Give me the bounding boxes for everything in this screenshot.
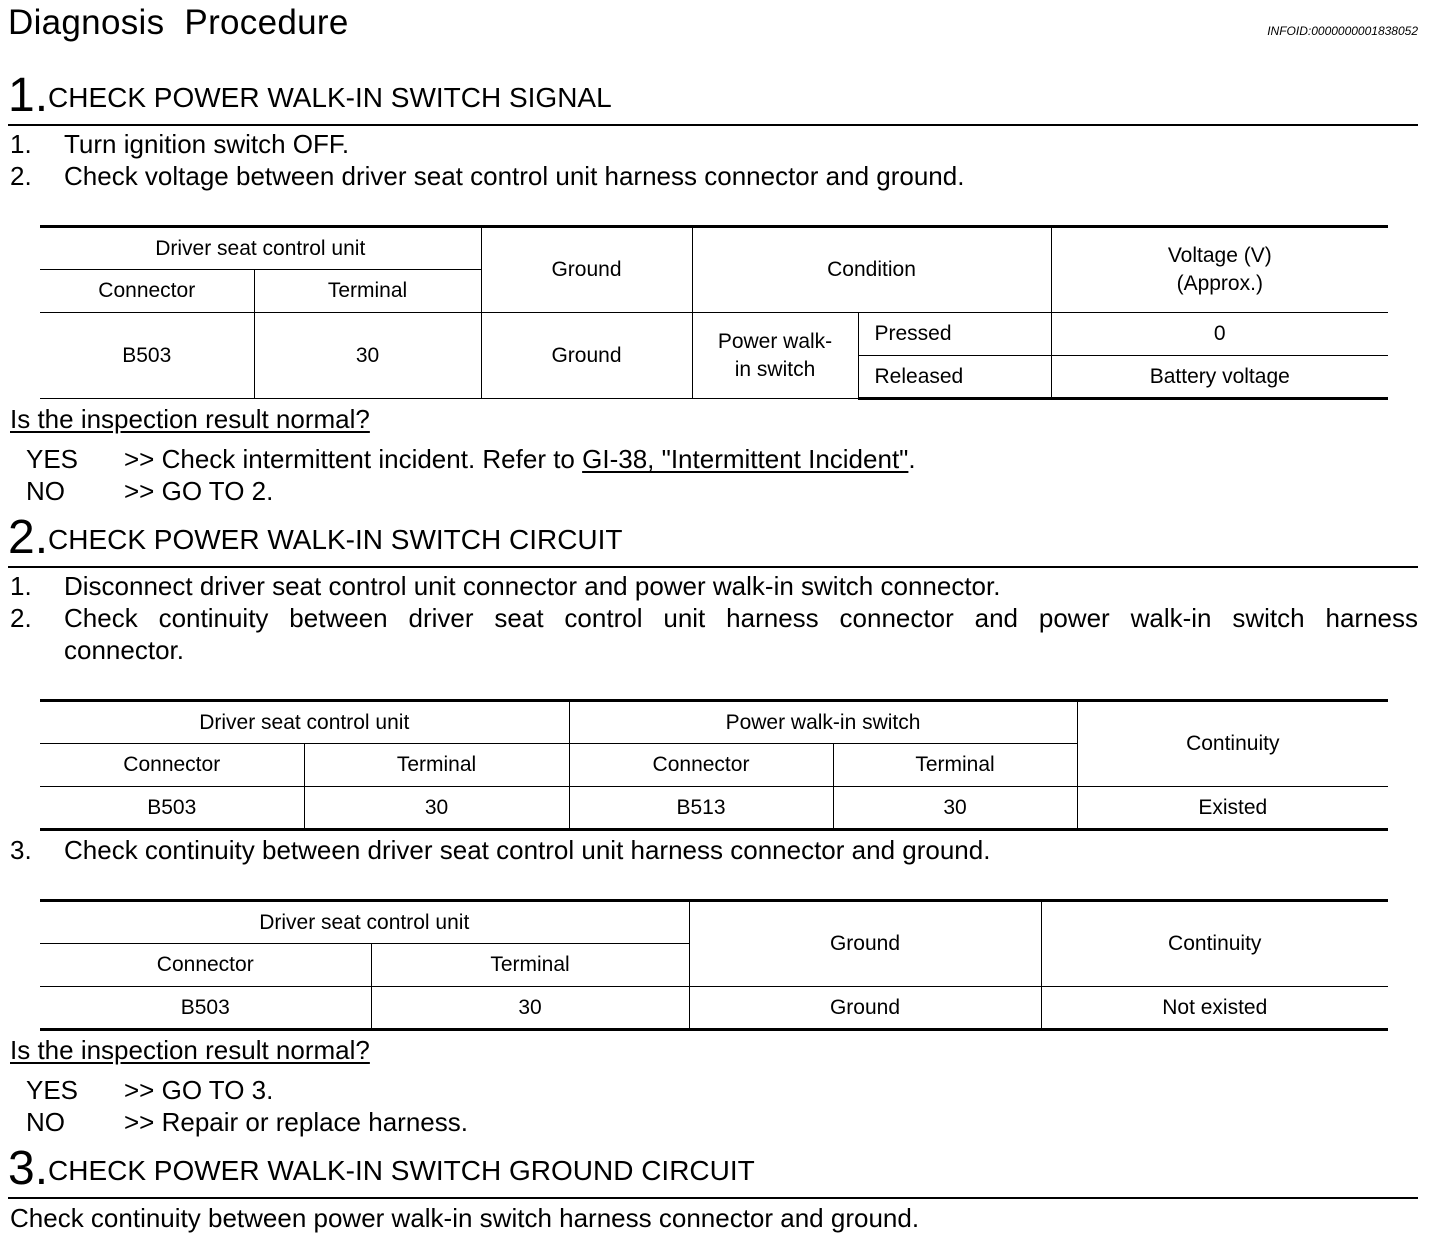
answer-suffix: . bbox=[908, 444, 916, 474]
table-header-ground: Ground bbox=[481, 227, 692, 313]
table-header-terminal: Terminal bbox=[833, 744, 1077, 787]
table-cell: 30 bbox=[304, 787, 569, 830]
table-cell: B503 bbox=[40, 787, 304, 830]
answer-prefix: >> Check intermittent incident. Refer to bbox=[124, 444, 583, 474]
item-text: Disconnect driver seat control unit connector and power walk-in switch connector. bbox=[64, 571, 1001, 601]
step-1-number: 1. bbox=[8, 69, 49, 122]
table-cell: Ground bbox=[689, 987, 1041, 1030]
step-3-title: CHECK POWER WALK-IN SWITCH GROUND CIRCUIT bbox=[48, 1155, 755, 1186]
table-cell-terminal: 30 bbox=[254, 313, 481, 399]
voltage-header-line2: (Approx.) bbox=[1176, 272, 1263, 295]
table-cell: Existed bbox=[1077, 787, 1388, 830]
table-cell: Not existed bbox=[1041, 987, 1388, 1030]
step-3-number: 3. bbox=[8, 1142, 49, 1195]
item-text-line1: Check continuity between driver seat control unit harness connector and power walk-in switch harness bbox=[64, 603, 1418, 633]
info-id: INFOID:0000000001838052 bbox=[1267, 24, 1418, 38]
table-cell-volt-released: Battery voltage bbox=[1051, 356, 1388, 399]
continuity-table-2 bbox=[40, 899, 1388, 1031]
table-cell-connector: B503 bbox=[40, 313, 254, 399]
table-header-connector: Connector bbox=[569, 744, 833, 787]
switch-line1: Power walk- bbox=[717, 329, 833, 353]
table-cell-released: Released bbox=[858, 356, 1051, 399]
step-1-question: Is the inspection result normal? bbox=[10, 404, 370, 434]
table-header-connector: Connector bbox=[40, 944, 371, 987]
table-cell: 30 bbox=[371, 987, 689, 1030]
item-text: Turn ignition switch OFF. bbox=[64, 129, 350, 159]
answer-key-no: NO bbox=[26, 476, 65, 506]
item-text: Check continuity between driver seat control unit harness connector and ground. bbox=[64, 835, 991, 865]
table-group-header: Driver seat control unit bbox=[40, 227, 481, 270]
item-number: 3. bbox=[10, 835, 32, 865]
item-number: 2. bbox=[10, 603, 32, 633]
table-cell-ground: Ground bbox=[481, 313, 692, 399]
table-cell: B513 bbox=[569, 787, 833, 830]
step-2-question: Is the inspection result normal? bbox=[10, 1035, 370, 1065]
item-number: 2. bbox=[10, 161, 32, 191]
table-header-continuity: Continuity bbox=[1041, 901, 1388, 987]
table-header-connector: Connector bbox=[40, 270, 254, 313]
item-number: 1. bbox=[10, 571, 32, 601]
table-cell-pressed: Pressed bbox=[858, 313, 1051, 356]
table-header-terminal: Terminal bbox=[371, 944, 689, 987]
answer-text-yes bbox=[124, 443, 916, 475]
table-group-header-unit: Driver seat control unit bbox=[40, 901, 689, 944]
answer-text-no: >> Repair or replace harness. bbox=[124, 1107, 468, 1137]
step-3-text: Check continuity between power walk-in switch harness connector and ground. bbox=[10, 1203, 920, 1233]
table-header-connector: Connector bbox=[40, 744, 304, 787]
table-cell-switch bbox=[692, 313, 858, 399]
table-header-condition: Condition bbox=[692, 227, 1051, 313]
step-2-number: 2. bbox=[8, 511, 49, 564]
item-number: 1. bbox=[10, 129, 32, 159]
table-cell: B503 bbox=[40, 987, 371, 1030]
step-2-title: CHECK POWER WALK-IN SWITCH CIRCUIT bbox=[48, 524, 623, 555]
switch-line2: in switch bbox=[734, 357, 816, 381]
table-cell-volt-pressed: 0 bbox=[1051, 313, 1388, 356]
table-header-terminal: Terminal bbox=[254, 270, 481, 313]
step-1-header bbox=[8, 66, 1418, 126]
table-group-header-unit: Driver seat control unit bbox=[40, 701, 569, 744]
voltage-header-line1: Voltage (V) bbox=[1167, 244, 1272, 267]
page-title: Diagnosis Procedure bbox=[8, 3, 349, 42]
table-header-ground: Ground bbox=[689, 901, 1041, 987]
answer-key-yes: YES bbox=[26, 1075, 79, 1105]
answer-text-yes: >> GO TO 3. bbox=[124, 1075, 274, 1105]
table-header-terminal: Terminal bbox=[304, 744, 569, 787]
table-group-header-switch: Power walk-in switch bbox=[569, 701, 1077, 744]
step-2-header bbox=[8, 508, 1418, 568]
answer-key-yes: YES bbox=[26, 444, 79, 474]
item-text-line2: connector. bbox=[64, 635, 184, 665]
continuity-table-1 bbox=[40, 699, 1388, 831]
step-2-item-2 bbox=[10, 602, 1418, 666]
voltage-check-table bbox=[40, 225, 1388, 400]
answer-text-no: >> GO TO 2. bbox=[124, 476, 274, 506]
table-cell: 30 bbox=[833, 787, 1077, 830]
item-text: Check voltage between driver seat control unit harness connector and ground. bbox=[64, 161, 965, 191]
table-header-continuity: Continuity bbox=[1077, 701, 1388, 787]
answer-key-no: NO bbox=[26, 1107, 65, 1137]
step-1-title: CHECK POWER WALK-IN SWITCH SIGNAL bbox=[48, 82, 612, 113]
step-3-header bbox=[8, 1139, 1418, 1199]
table-header-voltage bbox=[1051, 227, 1388, 313]
gi-38-link[interactable]: GI-38, "Intermittent Incident" bbox=[582, 444, 909, 474]
